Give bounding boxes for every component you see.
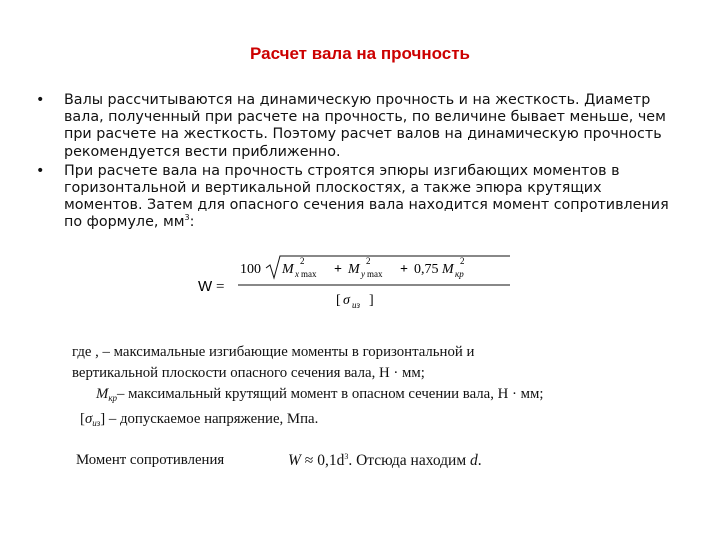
bullet-text: При расчете вала на прочность строятся эпюры изгибающих моментов в горизонтальной и вертикальной плоскостях, а также эпюра крутящих моментов. Затем для опасного сечения вала находится момент сопротивления по формуле, мм [64,162,669,231]
formula-mkr: M [442,262,454,277]
formula-plus: + [400,262,408,277]
notation-notes [72,342,672,434]
formula-k: 0,75 [414,262,439,277]
note-symbol: σ [84,411,93,427]
formula-mx: M [282,262,294,277]
formula-sub-max: max [367,269,383,279]
note-text: – максимальный крутящий момент в опасном сечении вала, Н · мм; [117,386,544,402]
formula-equals: = [216,279,225,295]
moment-value: 0,1d [317,452,345,469]
formula-lhs: W [198,278,213,295]
moment-exponent: 3 [344,452,349,461]
moment-w: W [288,452,301,469]
moment-equation [288,452,482,470]
formula-coefficient: 100 [240,262,261,277]
note-text: – допускаемое напряжение, Мпа. [105,411,319,427]
section-modulus-formula [196,254,526,314]
note-line [72,409,672,434]
formula-my: M [348,262,360,277]
formula-exp: 2 [460,256,465,266]
formula-sub-x: x [295,269,299,279]
moment-label: Момент сопротивления [76,452,225,468]
note-bracket-close: ] [100,411,106,427]
formula-sub-y: y [361,269,365,279]
formula-bracket-close: ] [369,293,374,308]
note-subscript: из [92,418,101,428]
note-line: вертикальной плоскости опасного сечения вала, Н · мм; [72,365,425,381]
approx-sign: ≈ [300,452,318,469]
moment-tail: . Отсюда находим [348,452,471,469]
bullet-dot-icon: • [36,92,45,108]
unit-exponent: 3 [184,213,190,223]
moment-end: . [477,452,482,469]
note-symbol: M [96,386,109,402]
note-line [72,384,672,409]
formula-exp: 2 [300,256,305,266]
bullet-text-tail: : [189,214,195,231]
note-line: где , – максимальные изгибающие моменты в горизонтальной и [72,344,475,360]
moment-d: d [470,452,478,469]
bullet-dot-icon: • [36,162,45,179]
moment-estimate [76,452,482,469]
slide-title: Расчет вала на прочность [250,44,470,63]
formula-sub-max: max [301,269,317,279]
note-bracket-open: [ [80,411,85,427]
formula-sigma: σ [343,293,350,308]
bullet-item [36,163,676,232]
formula-exp: 2 [366,256,371,266]
bullet-item [36,92,676,161]
note-subscript: кр [108,393,118,403]
formula-sub-iz: из [352,300,361,310]
formula-sub-kr: кр [455,269,464,279]
formula-plus: + [334,262,342,277]
bullet-text: Валы рассчитываются на динамическую прочность и на жесткость. Диаметр вала, полученный при расчете на прочность, по величине бывает меньше, чем при расчете на жесткость. Поэтому расчет валов на динамическую прочность рекомендуется вести приближенно. [64,92,666,160]
formula-bracket-open: [ [336,293,341,308]
bullet-list [36,92,676,234]
